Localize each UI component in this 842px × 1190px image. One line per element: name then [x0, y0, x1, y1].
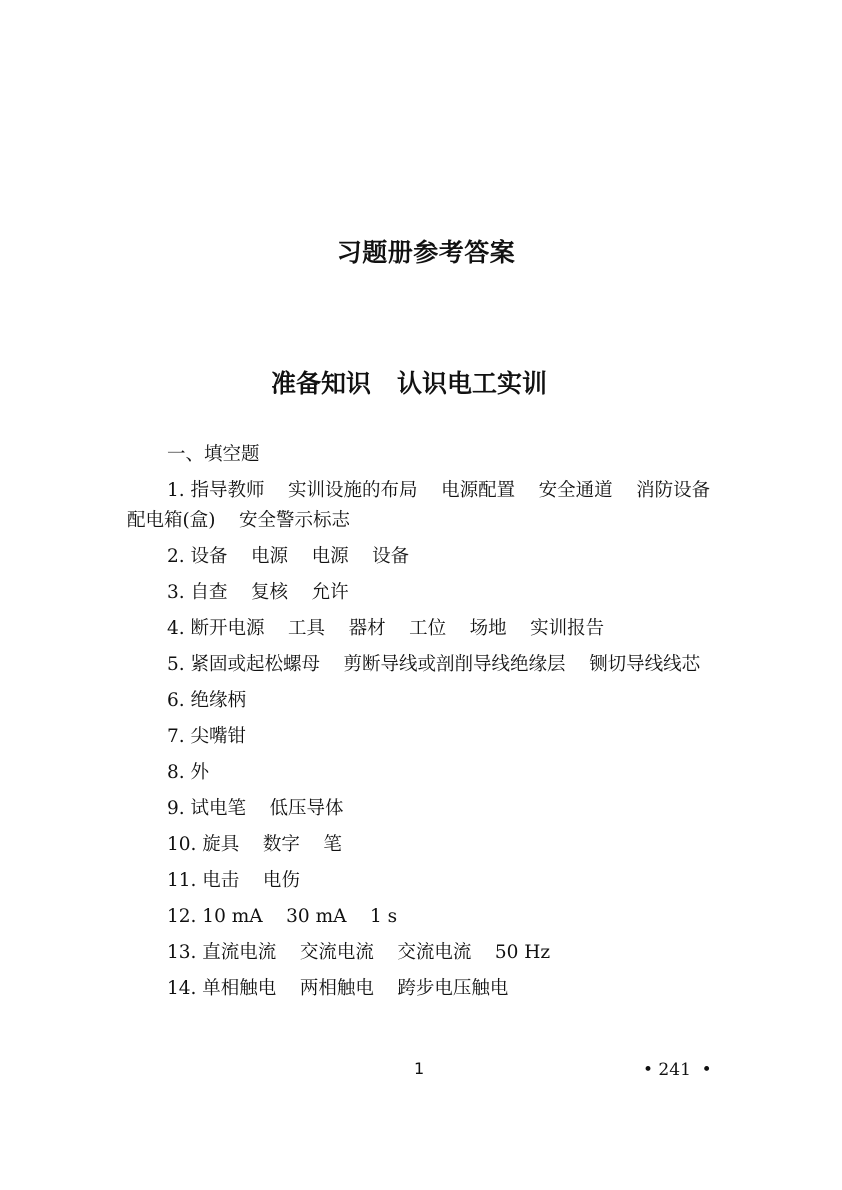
answer-item-9: 9. 试电笔 低压导体 [167, 798, 344, 819]
answer-item-3: 3. 自查 复核 允许 [167, 582, 349, 603]
section-heading: 一、填空题 [167, 444, 260, 465]
answer-item-7: 7. 尖嘴钳 [167, 726, 247, 747]
answer-item-8: 8. 外 [167, 762, 210, 783]
answer-item-12: 12. 10 mA 30 mA 1 s [167, 906, 398, 927]
book-page-number: • 241 • [643, 1060, 712, 1080]
answer-item-11: 11. 电击 电伤 [167, 870, 300, 891]
answer-item-2: 2. 设备 电源 电源 设备 [167, 546, 410, 567]
answer-item-14: 14. 单相触电 两相触电 跨步电压触电 [167, 978, 509, 999]
answer-item-6: 6. 绝缘柄 [167, 690, 247, 711]
chapter-title: 准备知识 认识电工实训 [270, 369, 548, 398]
answer-item-1: 1. 指导教师 实训设施的布局 电源配置 安全通道 消防设备 配电箱(盒) 安全警示标志 [127, 480, 734, 531]
answer-item-10: 10. 旋具 数字 笔 [167, 834, 342, 855]
answer-item-13: 13. 直流电流 交流电流 交流电流 50 Hz [167, 942, 551, 963]
page-index: 1 [414, 1059, 425, 1078]
answer-item-4: 4. 断开电源 工具 器材 工位 场地 实训报告 [167, 618, 605, 639]
answer-item-5: 5. 紧固或起松螺母 剪断导线或剖削导线绝缘层 铡切导线线芯 [167, 654, 701, 675]
answer-content [127, 440, 734, 1010]
document-title: 习题册参考答案 [336, 238, 516, 267]
